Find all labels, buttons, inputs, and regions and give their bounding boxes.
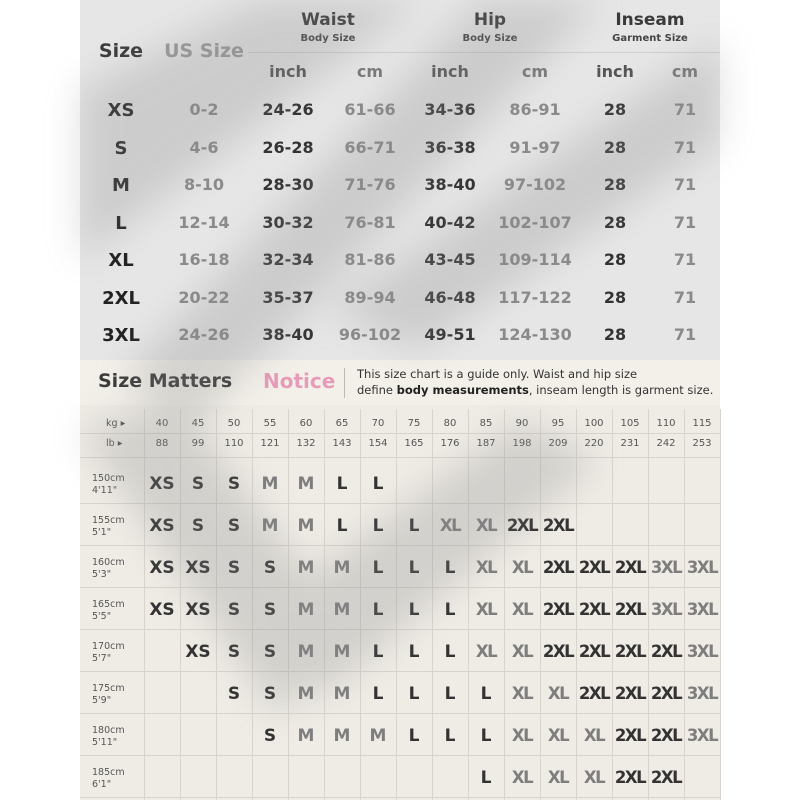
size-row-XL-inseam_in: 28 bbox=[603, 250, 627, 269]
height-ft: 5'9" bbox=[92, 695, 112, 706]
recommended-size: 2XL bbox=[578, 558, 610, 577]
recommended-size: S bbox=[263, 558, 277, 578]
grid-hline bbox=[80, 545, 720, 546]
lb-value: 143 bbox=[332, 438, 352, 449]
kg-value: 80 bbox=[443, 418, 457, 429]
recommended-size: L bbox=[408, 558, 420, 578]
recommended-size: M bbox=[297, 642, 315, 662]
recommended-size: 2XL bbox=[614, 558, 646, 577]
weight-height-grid bbox=[80, 405, 720, 800]
recommended-size: XL bbox=[583, 768, 605, 787]
size-row-S-size: S bbox=[114, 137, 128, 159]
recommended-size: L bbox=[444, 642, 456, 662]
size-row-S-inseam_in: 28 bbox=[603, 137, 627, 157]
size-row-M-size: M bbox=[112, 175, 130, 196]
grid-hline bbox=[80, 587, 720, 588]
recommended-size: S bbox=[263, 600, 277, 620]
recommended-size: L bbox=[480, 726, 492, 746]
recommended-size: 3XL bbox=[686, 558, 718, 577]
notice-line-2 bbox=[357, 382, 717, 398]
recommended-size: 2XL bbox=[614, 642, 646, 661]
recommended-size: XL bbox=[547, 768, 569, 787]
kg-label: kg bbox=[106, 418, 118, 429]
recommended-size: XL bbox=[475, 516, 497, 535]
recommended-size: S bbox=[263, 684, 277, 704]
unit-1: cm bbox=[356, 62, 384, 81]
recommended-size: XL bbox=[475, 600, 497, 619]
grid-hline bbox=[80, 713, 720, 714]
recommended-size: 2XL bbox=[614, 726, 646, 745]
height-cm: 170cm bbox=[92, 641, 125, 652]
kg-value: 70 bbox=[371, 418, 385, 429]
recommended-size: M bbox=[297, 558, 315, 578]
notice-line-1: This size chart is a guide only. Waist and hip size bbox=[357, 367, 638, 381]
kg-value: 110 bbox=[656, 418, 676, 429]
recommended-size: S bbox=[227, 600, 241, 620]
height-ft: 5'7" bbox=[92, 653, 112, 664]
grid-hline bbox=[80, 755, 720, 756]
recommended-size: L bbox=[372, 684, 384, 704]
size-row-3XL-hip_in: 49-51 bbox=[424, 325, 476, 344]
recommended-size: S bbox=[227, 474, 241, 494]
grid-hline bbox=[80, 503, 720, 504]
recommended-size: 2XL bbox=[650, 768, 682, 787]
size-row-L-hip_in: 40-42 bbox=[424, 212, 476, 232]
recommended-size: 2XL bbox=[650, 642, 682, 661]
waist-header: Waist bbox=[301, 10, 355, 30]
recommended-size: 3XL bbox=[650, 600, 682, 619]
recommended-size: L bbox=[408, 516, 420, 536]
lb-value: 165 bbox=[404, 438, 424, 449]
lb-value: 132 bbox=[296, 438, 316, 449]
recommended-size: S bbox=[191, 516, 205, 536]
size-row-2XL-inseam_cm: 71 bbox=[673, 287, 697, 307]
us-size-header: US Size bbox=[164, 40, 244, 62]
size-row-XS-us: 0-2 bbox=[189, 100, 219, 119]
height-ft: 6'1" bbox=[92, 779, 112, 790]
size-row-S-us: 4-6 bbox=[189, 137, 219, 157]
lb-value: 187 bbox=[476, 438, 496, 449]
size-row-2XL-size: 2XL bbox=[102, 287, 140, 309]
hip-header: Hip bbox=[473, 10, 507, 30]
unit-0: inch bbox=[269, 62, 307, 81]
height-cm: 180cm bbox=[92, 725, 125, 736]
recommended-size: XL bbox=[511, 726, 533, 745]
height-ft: 5'11" bbox=[92, 737, 118, 748]
recommended-size: M bbox=[297, 474, 315, 494]
size-row-M-inseam_in: 28 bbox=[603, 175, 627, 194]
size-row-M-waist_cm: 71-76 bbox=[344, 175, 396, 194]
recommended-size: L bbox=[444, 600, 456, 620]
recommended-size: S bbox=[227, 642, 241, 662]
recommended-size: 2XL bbox=[542, 516, 574, 535]
notice-text bbox=[357, 366, 717, 398]
size-row-L-waist_cm: 76-81 bbox=[344, 212, 396, 232]
kg-value: 55 bbox=[263, 418, 277, 429]
unit-3: cm bbox=[521, 62, 549, 81]
size-row-XS-waist_in: 24-26 bbox=[262, 100, 314, 119]
grid-hline bbox=[80, 629, 720, 630]
recommended-size: S bbox=[191, 474, 205, 494]
lb-value: 121 bbox=[260, 438, 280, 449]
recommended-size: 3XL bbox=[686, 684, 718, 703]
kg-value: 60 bbox=[299, 418, 313, 429]
kg-value: 50 bbox=[227, 418, 241, 429]
lb-value: 231 bbox=[620, 438, 640, 449]
size-row-2XL-inseam_in: 28 bbox=[603, 287, 627, 307]
recommended-size: S bbox=[263, 642, 277, 662]
recommended-size: XS bbox=[185, 600, 211, 620]
recommended-size: XL bbox=[511, 768, 533, 787]
lb-label: lb bbox=[106, 438, 115, 449]
size-row-XL-size: XL bbox=[108, 250, 134, 271]
recommended-size: M bbox=[333, 726, 351, 746]
height-cm: 160cm bbox=[92, 557, 125, 568]
recommended-size: L bbox=[480, 768, 492, 788]
size-matters-title: Size Matters bbox=[98, 370, 233, 392]
recommended-size: 2XL bbox=[506, 516, 538, 535]
size-row-XS-waist_cm: 61-66 bbox=[344, 100, 396, 119]
notice-band bbox=[80, 360, 720, 405]
size-row-XS-inseam_in: 28 bbox=[603, 100, 627, 119]
size-row-M-hip_cm: 97-102 bbox=[503, 175, 567, 194]
unit-2: inch bbox=[431, 62, 469, 81]
hip-subheader: Body Size bbox=[462, 33, 518, 44]
size-row-L-waist_in: 30-32 bbox=[262, 212, 314, 232]
kg-value: 65 bbox=[335, 418, 349, 429]
recommended-size: M bbox=[333, 684, 351, 704]
body-size-table bbox=[80, 0, 720, 360]
height-cm: 150cm bbox=[92, 473, 125, 484]
kg-axis-label: kg ▸ bbox=[106, 418, 126, 429]
header-divider bbox=[248, 52, 720, 53]
lb-axis-label: lb ▸ bbox=[106, 438, 123, 449]
kg-value: 85 bbox=[479, 418, 493, 429]
size-row-XS-inseam_cm: 71 bbox=[673, 100, 697, 119]
recommended-size: L bbox=[372, 642, 384, 662]
recommended-size: XS bbox=[149, 558, 175, 578]
recommended-size: XL bbox=[439, 516, 461, 535]
size-row-3XL-waist_in: 38-40 bbox=[262, 325, 314, 344]
recommended-size: XL bbox=[511, 600, 533, 619]
lb-value: 253 bbox=[692, 438, 712, 449]
waist-subheader: Body Size bbox=[300, 33, 356, 44]
recommended-size: M bbox=[369, 726, 387, 746]
size-row-2XL-waist_cm: 89-94 bbox=[344, 287, 396, 307]
recommended-size: 2XL bbox=[614, 684, 646, 703]
recommended-size: M bbox=[333, 558, 351, 578]
recommended-size: M bbox=[261, 474, 279, 494]
size-row-2XL-hip_in: 46-48 bbox=[424, 287, 476, 307]
size-row-XS-hip_cm: 86-91 bbox=[509, 100, 561, 119]
notice-line-2-bold: body measurements bbox=[396, 383, 529, 397]
size-row-XL-waist_in: 32-34 bbox=[262, 250, 314, 269]
recommended-size: L bbox=[408, 726, 420, 746]
lb-value: 209 bbox=[548, 438, 568, 449]
size-row-S-waist_in: 26-28 bbox=[262, 137, 314, 157]
size-row-3XL-us: 24-26 bbox=[178, 325, 230, 344]
recommended-size: 3XL bbox=[686, 600, 718, 619]
recommended-size: XS bbox=[185, 558, 211, 578]
lb-value: 242 bbox=[656, 438, 676, 449]
recommended-size: XS bbox=[149, 600, 175, 620]
recommended-size: 3XL bbox=[686, 726, 718, 745]
size-row-XL-hip_cm: 109-114 bbox=[498, 250, 572, 269]
height-cm: 185cm bbox=[92, 767, 125, 778]
recommended-size: L bbox=[336, 474, 348, 494]
recommended-size: XL bbox=[511, 558, 533, 577]
unit-5: cm bbox=[671, 62, 699, 81]
notice-divider bbox=[344, 368, 345, 398]
recommended-size: M bbox=[333, 642, 351, 662]
notice-line-2-end: , inseam length is garment size. bbox=[528, 383, 714, 397]
lb-value: 110 bbox=[224, 438, 244, 449]
recommended-size: M bbox=[297, 516, 315, 536]
lb-value: 154 bbox=[368, 438, 388, 449]
recommended-size: XS bbox=[185, 642, 211, 662]
size-row-L-hip_cm: 102-107 bbox=[498, 212, 572, 232]
recommended-size: 2XL bbox=[614, 768, 646, 787]
size-row-L-inseam_cm: 71 bbox=[673, 212, 697, 232]
size-row-3XL-hip_cm: 124-130 bbox=[498, 325, 572, 344]
size-row-2XL-waist_in: 35-37 bbox=[262, 287, 314, 307]
lb-value: 176 bbox=[440, 438, 460, 449]
size-row-2XL-hip_cm: 117-122 bbox=[498, 287, 572, 307]
right-margin bbox=[720, 0, 800, 800]
size-row-XS-hip_in: 34-36 bbox=[424, 100, 476, 119]
recommended-size: XL bbox=[583, 726, 605, 745]
size-row-2XL-us: 20-22 bbox=[178, 287, 230, 307]
size-row-3XL-size: 3XL bbox=[102, 325, 140, 346]
recommended-size: L bbox=[372, 516, 384, 536]
recommended-size: M bbox=[333, 600, 351, 620]
recommended-size: XL bbox=[547, 726, 569, 745]
recommended-size: XL bbox=[547, 684, 569, 703]
recommended-size: 2XL bbox=[650, 726, 682, 745]
recommended-size: 2XL bbox=[542, 558, 574, 577]
size-header: Size bbox=[98, 40, 144, 62]
size-row-3XL-waist_cm: 96-102 bbox=[338, 325, 402, 344]
lb-value: 198 bbox=[512, 438, 532, 449]
recommended-size: 2XL bbox=[578, 684, 610, 703]
notice-line-2-start: define bbox=[357, 383, 397, 397]
height-cm: 165cm bbox=[92, 599, 125, 610]
recommended-size: 3XL bbox=[686, 642, 718, 661]
kg-value: 115 bbox=[692, 418, 712, 429]
size-row-M-inseam_cm: 71 bbox=[673, 175, 697, 194]
lb-value: 88 bbox=[155, 438, 169, 449]
grid-hline bbox=[80, 797, 720, 798]
grid-hline bbox=[80, 457, 720, 458]
kg-value: 45 bbox=[191, 418, 205, 429]
recommended-size: L bbox=[372, 558, 384, 578]
kg-value: 95 bbox=[551, 418, 565, 429]
recommended-size: XS bbox=[149, 516, 175, 536]
recommended-size: XL bbox=[511, 642, 533, 661]
grid-hline bbox=[80, 433, 720, 434]
recommended-size: 2XL bbox=[578, 600, 610, 619]
size-row-S-hip_cm: 91-97 bbox=[509, 137, 561, 157]
recommended-size: S bbox=[227, 516, 241, 536]
size-row-M-hip_in: 38-40 bbox=[424, 175, 476, 194]
recommended-size: S bbox=[227, 558, 241, 578]
left-margin bbox=[0, 0, 80, 800]
recommended-size: L bbox=[372, 600, 384, 620]
recommended-size: L bbox=[408, 600, 420, 620]
lb-value: 220 bbox=[584, 438, 604, 449]
kg-value: 75 bbox=[407, 418, 421, 429]
size-row-3XL-inseam_in: 28 bbox=[603, 325, 627, 344]
size-row-XL-waist_cm: 81-86 bbox=[344, 250, 396, 269]
kg-value: 105 bbox=[620, 418, 640, 429]
kg-value: 40 bbox=[155, 418, 169, 429]
inseam-header: Inseam bbox=[615, 10, 685, 30]
recommended-size: S bbox=[263, 726, 277, 746]
height-ft: 5'3" bbox=[92, 569, 112, 580]
height-ft: 4'11" bbox=[92, 485, 118, 496]
recommended-size: L bbox=[408, 684, 420, 704]
recommended-size: 2XL bbox=[650, 684, 682, 703]
recommended-size: M bbox=[297, 726, 315, 746]
recommended-size: L bbox=[408, 642, 420, 662]
recommended-size: L bbox=[336, 516, 348, 536]
size-row-XL-hip_in: 43-45 bbox=[424, 250, 476, 269]
recommended-size: M bbox=[297, 600, 315, 620]
height-ft: 5'1" bbox=[92, 527, 112, 538]
grid-hline bbox=[80, 671, 720, 672]
recommended-size: 3XL bbox=[650, 558, 682, 577]
unit-4: inch bbox=[596, 62, 634, 81]
recommended-size: L bbox=[480, 684, 492, 704]
size-row-S-waist_cm: 66-71 bbox=[344, 137, 396, 157]
size-row-M-waist_in: 28-30 bbox=[262, 175, 314, 194]
inseam-subheader: Garment Size bbox=[612, 33, 688, 44]
size-row-L-inseam_in: 28 bbox=[603, 212, 627, 232]
lb-value: 99 bbox=[191, 438, 205, 449]
size-row-L-us: 12-14 bbox=[178, 212, 230, 232]
size-row-S-hip_in: 36-38 bbox=[424, 137, 476, 157]
recommended-size: S bbox=[227, 684, 241, 704]
recommended-size: 2XL bbox=[614, 600, 646, 619]
size-row-L-size: L bbox=[115, 212, 127, 234]
size-row-XL-us: 16-18 bbox=[178, 250, 230, 269]
recommended-size: L bbox=[444, 684, 456, 704]
recommended-size: XL bbox=[511, 684, 533, 703]
height-cm: 155cm bbox=[92, 515, 125, 526]
recommended-size: L bbox=[372, 474, 384, 494]
kg-value: 100 bbox=[584, 418, 604, 429]
grid-vline bbox=[720, 409, 721, 800]
kg-value: 90 bbox=[515, 418, 529, 429]
recommended-size: XL bbox=[475, 558, 497, 577]
recommended-size: XS bbox=[149, 474, 175, 494]
size-row-M-us: 8-10 bbox=[183, 175, 225, 194]
size-row-3XL-inseam_cm: 71 bbox=[673, 325, 697, 344]
size-row-S-inseam_cm: 71 bbox=[673, 137, 697, 157]
size-row-XS-size: XS bbox=[107, 100, 135, 121]
recommended-size: M bbox=[261, 516, 279, 536]
size-row-XL-inseam_cm: 71 bbox=[673, 250, 697, 269]
recommended-size: 2XL bbox=[578, 642, 610, 661]
recommended-size: 2XL bbox=[542, 642, 574, 661]
recommended-size: L bbox=[444, 726, 456, 746]
recommended-size: 2XL bbox=[542, 600, 574, 619]
recommended-size: M bbox=[297, 684, 315, 704]
recommended-size: XL bbox=[475, 642, 497, 661]
recommended-size: L bbox=[444, 558, 456, 578]
height-ft: 5'5" bbox=[92, 611, 112, 622]
notice-label: Notice bbox=[263, 369, 336, 393]
height-cm: 175cm bbox=[92, 683, 125, 694]
